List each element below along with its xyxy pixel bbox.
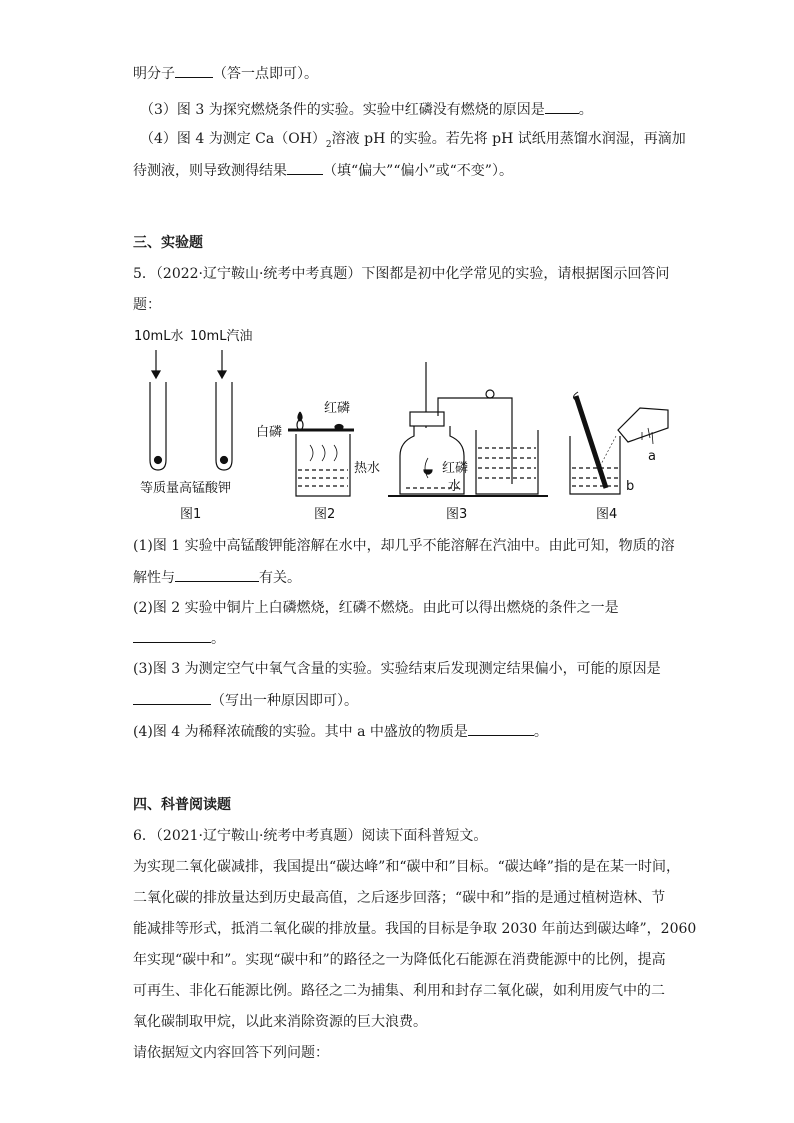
fig1-label-gasoline: 10mL汽油 [190,329,253,344]
answer-blank[interactable] [175,63,213,78]
fig1-test-tubes [150,350,232,470]
text: 有关。 [259,570,301,586]
answer-blank[interactable] [468,721,534,736]
text: 明分子 [133,66,175,82]
section-3-title: 三、实验题 [133,235,203,251]
article-line-6: 氧化碳制取甲烷，以此来消除资源的巨大浪费。 [133,1014,427,1030]
answer-blank[interactable] [133,690,211,705]
article-line-4: 年实现“碳中和”。实现“碳中和”的路径之一为降低化石能源在消费能源中的比例，提高 [133,952,666,968]
fig4-dilution [570,392,668,494]
article-line-2: 二氧化碳的排放量达到历史最高值，之后逐步回落；“碳中和”指的是通过植树造林、节 [133,890,666,906]
figure-caption-4: 图4 [596,507,618,522]
answer-blank[interactable] [133,628,211,643]
text: （4）图 4 为测定 Ca（OH） [140,131,326,147]
text: （3）图 3 为探究燃烧条件的实验。实验中红磷没有燃烧的原因是 [140,102,545,118]
q4-cont-line-2 [140,99,593,120]
q5-item-1: (1)图 1 实验中高锰酸钾能溶解在水中，却几乎不能溶解在汽油中。由此可知，物质的溶 [133,538,675,554]
article-line-3: 能减排等形式，抵消二氧化碳的排放量。我国的目标是争取 2030 年前达到碳达峰”，2060 [133,921,697,937]
q5-item-3: (3)图 3 为测定空气中氧气含量的实验。实验结束后发现测定结果偏小，可能的原因是 [133,661,661,677]
text: （答一点即可）。 [213,66,318,82]
text: (4)图 4 为稀释浓硫酸的实验。其中 a 中盛放的物质是 [133,724,468,740]
text: 。 [533,724,548,740]
q5-item-2: (2)图 2 实验中铜片上白磷燃烧，红磷不燃烧。由此可以得出燃烧的条件之一是 [133,600,619,616]
answer-blank[interactable] [175,567,259,582]
fig1-label-water: 10mL水 [134,329,184,344]
text: 。 [211,631,225,647]
q5-item-2-cont [133,628,225,649]
figure-caption-3: 图3 [446,507,468,522]
text: 解性与 [133,570,175,586]
experiment-figure [128,320,688,525]
subscript: 2 [325,139,332,150]
q4-cont-line-3 [140,129,686,155]
fig2-red-phosphorus: 红磷 [324,401,351,416]
text: （写出一种原因即可）。 [211,693,358,709]
section-4-title: 四、科普阅读题 [133,797,231,813]
q6-line-1: 6．（2021·辽宁鞍山·统考中考真题）阅读下面科普短文。 [133,828,488,844]
fig3-red-phosphorus: 红磷 [442,461,469,476]
text: （填“偏大”“偏小”或“不变”）。 [323,163,513,179]
figure-caption-1: 图1 [180,507,202,522]
text: 。 [578,102,593,118]
article-line-7: 请依据短文内容回答下列问题： [133,1045,329,1061]
text: 待测液，则导致测得结果 [133,163,287,179]
answer-blank[interactable] [545,99,579,114]
answer-blank[interactable] [287,160,323,175]
q5-line-1: 5．（2022·辽宁鞍山·统考中考真题）下图都是初中化学常见的实验，请根据图示回答问 [133,266,670,282]
q4-cont-line-1 [133,63,318,84]
figure-caption-2: 图2 [314,507,336,522]
article-line-1: 为实现二氧化碳减排，我国提出“碳达峰”和“碳中和”目标。“碳达峰”指的是在某一时间， [133,859,680,875]
fig4-label-b: b [626,479,635,494]
fig3-water: 水 [448,479,462,494]
fig2-hot-water: 热水 [354,461,381,476]
q5-item-3-cont [133,690,358,711]
q4-cont-line-4 [133,160,513,181]
text: 溶液 pH 的实验。若先将 pH 试纸用蒸馏水润湿，再滴加 [331,131,686,147]
fig2-beaker [288,412,354,496]
article-line-5: 可再生、非化石能源比例。路径之二为捕集、利用和封存二氧化碳，如利用废气中的二 [133,983,665,999]
q5-line-2: 题： [133,297,161,313]
q5-item-1-cont [133,567,301,588]
fig2-white-phosphorus: 白磷 [256,425,283,440]
q5-item-4 [133,721,548,742]
fig1-bottom-label: 等质量高锰酸钾 [140,481,232,496]
fig4-label-a: a [648,449,656,464]
